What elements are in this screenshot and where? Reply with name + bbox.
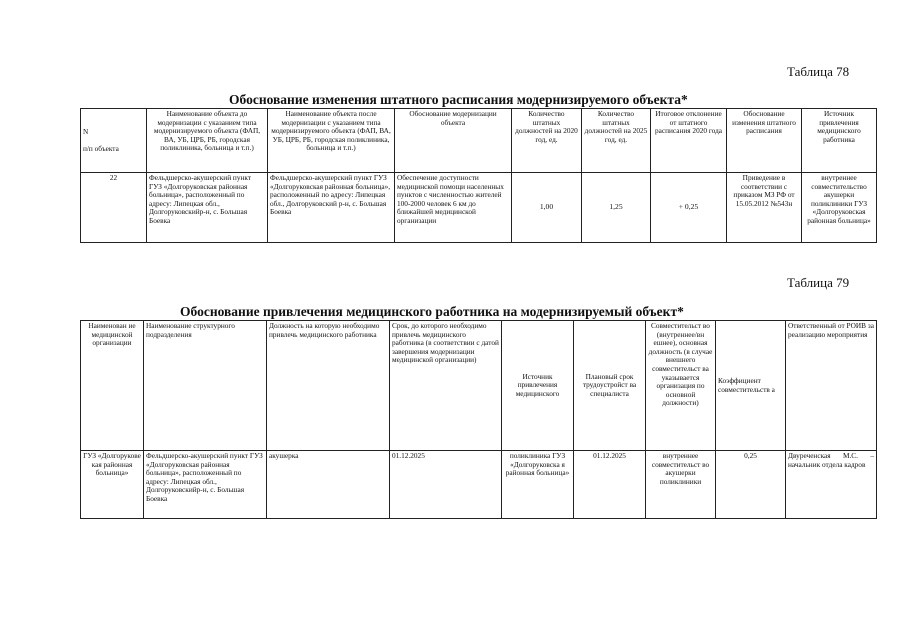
- table-78: [80, 108, 877, 243]
- header-unit: Наименование структурного подразделения: [144, 321, 267, 451]
- cell-name-after: Фельдшерско-акушерский пункт ГУЗ «Долгоруковская районная больница», расположенный по адресу: Липецкая обл., Долгоруковский р-н, с. Большая Боевка: [268, 173, 395, 243]
- header-name-before: Наименование объекта до модернизации с указанием типа модернизируемого объекта (ФАП, ВА, УБ, ЦРБ, РБ, городская поликлиника, больница и т.п.): [147, 109, 268, 173]
- cell-combining: внутреннее совместительст во акушерки поликлиники: [646, 451, 716, 519]
- header-staff-2025: Количество штатных должностей на 2025 год, ед.: [582, 109, 651, 173]
- cell-justification: Обеспечение доступности медицинской помощи населенных пунктов с численностью жителей 100-2000 человек 6 км до ближайшей медицинской организации: [395, 173, 512, 243]
- header-org: Наименован ие медицинской организации: [81, 321, 144, 451]
- header-planned: Плановый срок трудоустройст ва специалиста: [574, 321, 646, 451]
- table-79-caption: Таблица 79: [787, 275, 850, 290]
- cell-deadline: 01.12.2025: [390, 451, 502, 519]
- cell-source: внутреннее совместительство акушерки поликлиники ГУЗ «Долгоруковская районная больница»: [802, 173, 877, 243]
- cell-planned: 01.12.2025: [574, 451, 646, 519]
- header-position: Должность на которую необходимо привлечь медицинского работника: [267, 321, 390, 451]
- cell-unit: Фельдшерско-акушерский пункт ГУЗ «Долгоруковская районная больница», расположенный по адресу: Липецкая обл., Долгоруковскийр-н, с. Большая Боевка: [144, 451, 267, 519]
- header-responsible: Ответственный от РОИВ за реализацию мероприятия: [786, 321, 877, 451]
- cell-change-basis: Приведение в соответствии с приказом МЗ РФ от 15.05.2012 №543н: [727, 173, 802, 243]
- header-combining: Совместительст во (внутреннее/вн ешнее), основная должность (в случае внешнего совместительст ва указывается организация по основной должности): [646, 321, 716, 451]
- header-deadline: Срок, до которого необходимо привлечь медицинского работника (в соответствии с датой завершения модернизации медицинской организации): [390, 321, 502, 451]
- cell-position: акушерка: [267, 451, 390, 519]
- cell-source: поликлиника ГУЗ «Долгоруковска я районная больница»: [502, 451, 574, 519]
- table-78-header-row: [81, 109, 877, 173]
- header-num: N п/п объекта: [81, 109, 147, 173]
- cell-num: 22: [81, 173, 147, 243]
- cell-responsible: Двуреченская М.С. – начальник отдела кадров: [786, 451, 877, 519]
- table-78-caption: Таблица 78: [787, 64, 850, 79]
- header-name-after: Наименование объекта после модернизации с указанием типа модернизируемого объекта (ФАП, ВА, УБ, ЦРБ, РБ, городская поликлиника, больница и т.п.): [268, 109, 395, 173]
- cell-org: ГУЗ «Долгорукове кая районная больница»: [81, 451, 144, 519]
- header-justification: Обоснование модернизации объекта: [395, 109, 512, 173]
- header-deviation: Итоговое отклонение от штатного расписания 2020 года: [651, 109, 727, 173]
- cell-staff-2025: 1,25: [582, 173, 651, 243]
- header-coef: Коэффициент совместительств а: [716, 321, 786, 451]
- cell-coef: 0,25: [716, 451, 786, 519]
- cell-name-before: Фельдшерско-акушерский пункт ГУЗ «Долгоруковская районная больница», расположенный по адресу: Липецкая обл., Долгоруковскийр-н, с. Большая Боевка: [147, 173, 268, 243]
- header-change-basis: Обоснование изменения штатного расписания: [727, 109, 802, 173]
- cell-deviation: + 0,25: [651, 173, 727, 243]
- cell-staff-2020: 1,00: [512, 173, 582, 243]
- table-row: [81, 451, 877, 519]
- table-79-header-row: [81, 321, 877, 451]
- table-row: [81, 173, 877, 243]
- header-source: Источник привлечения медицинского работника: [802, 109, 877, 173]
- table-79: [80, 320, 877, 519]
- table-78-title: Обоснование изменения штатного расписания модернизируемого объекта*: [229, 92, 688, 107]
- header-staff-2020: Количество штатных должностей на 2020 год, ед.: [512, 109, 582, 173]
- table-79-title: Обоснование привлечения медицинского работника на модернизируемый объект*: [180, 304, 684, 319]
- header-source: Источник привлечения медицинского: [502, 321, 574, 451]
